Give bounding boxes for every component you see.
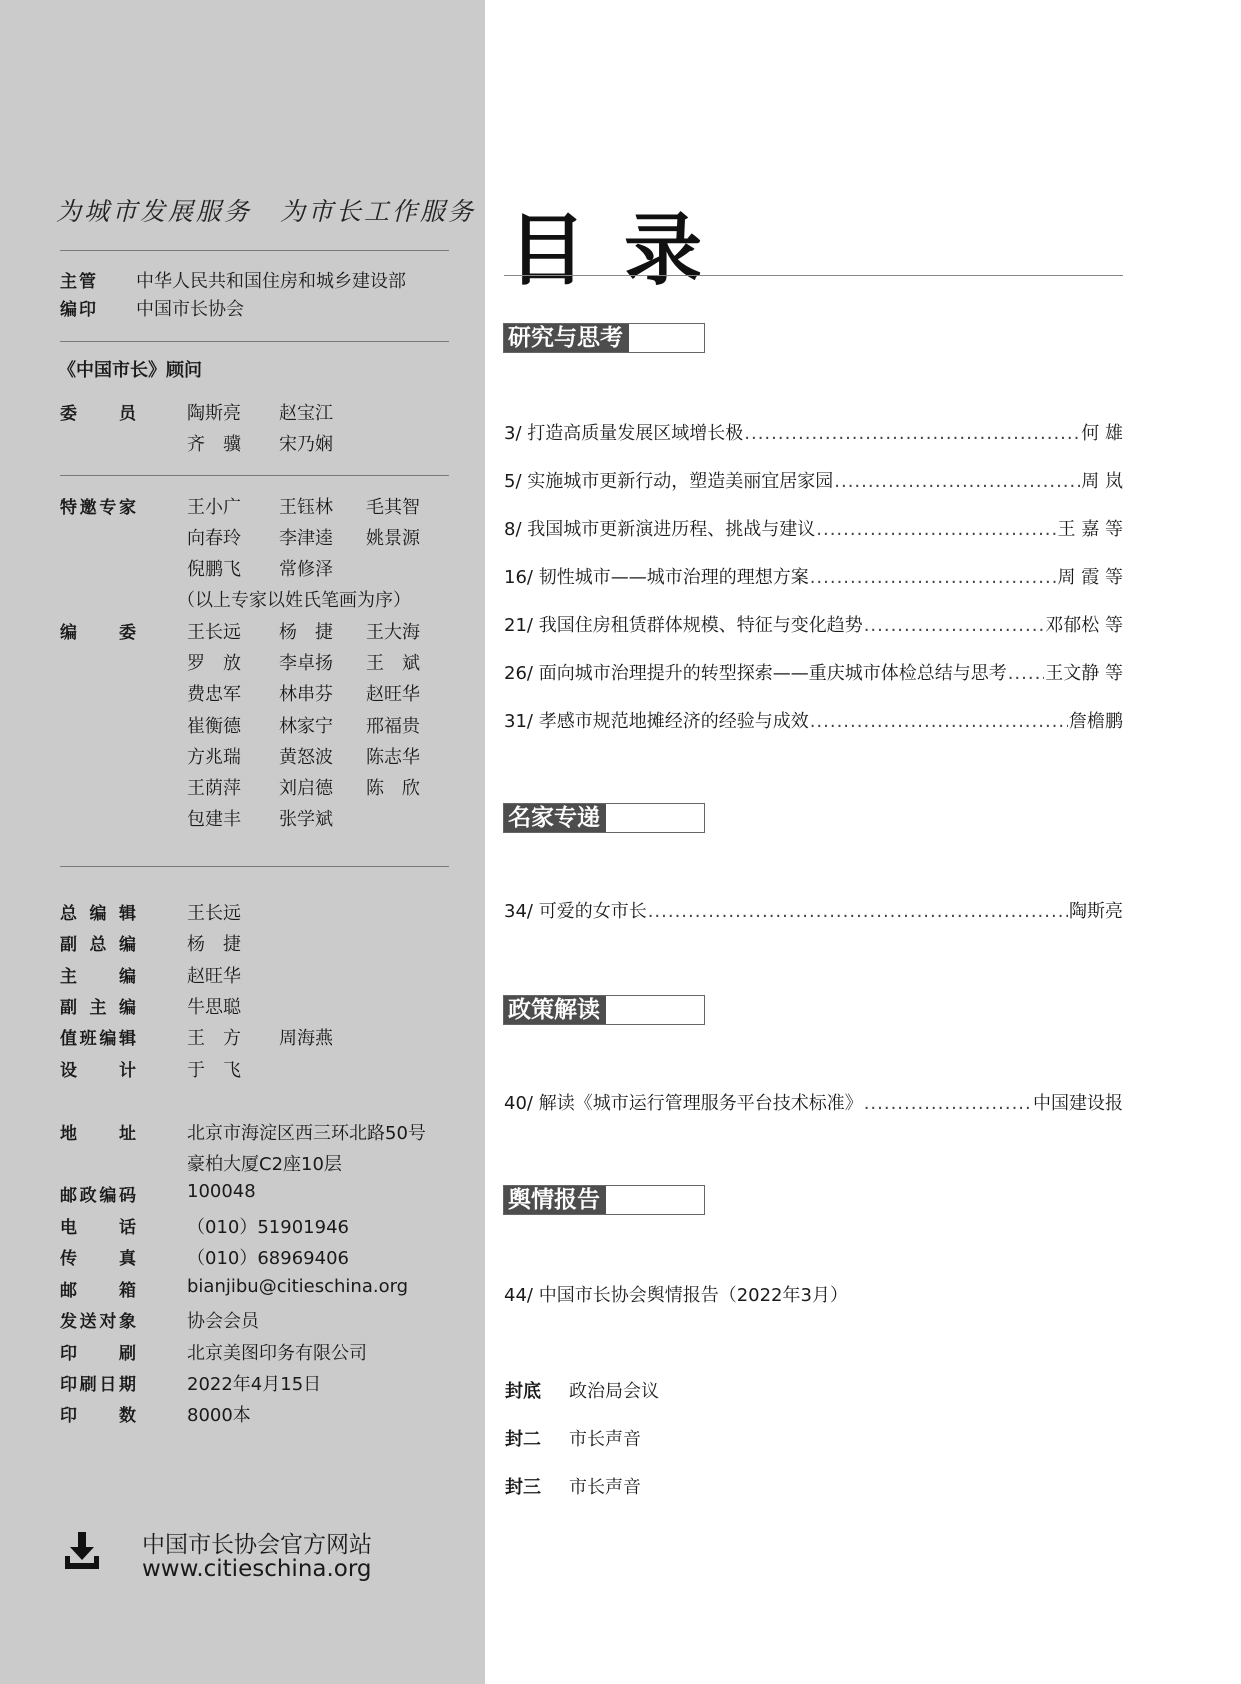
dot-leader (744, 423, 1080, 444)
advisors-title: 《中国市长》顾问 (58, 360, 202, 381)
dot-leader (1008, 663, 1045, 684)
toc-entry[interactable] (504, 707, 1123, 733)
address-line: 豪柏大厦C2座10层 (187, 1154, 342, 1175)
toc-entry-author: 王 嘉 等 (1057, 519, 1123, 540)
section-header (503, 995, 705, 1025)
person-name: 刘启德 (279, 778, 333, 799)
person-name: 毛其智 (366, 497, 420, 518)
contact-value: 2022年4月15日 (187, 1374, 322, 1395)
admin-value: 中华人民共和国住房和城乡建设部 (136, 271, 406, 292)
section-header (503, 803, 705, 833)
contact-value: 北京美图印务有限公司 (187, 1343, 367, 1364)
website-name: 中国市长协会官方网站 (142, 1532, 372, 1558)
toc-entry-title: 3/ 打造高质量发展区域增长极 (504, 423, 744, 444)
experts-label: 特邀专家 (60, 498, 136, 518)
staff-label: 值班编辑 (60, 1029, 136, 1049)
section-header-label: 舆情报告 (504, 1186, 606, 1214)
admin-label: 主管 (60, 272, 96, 292)
contact-label: 印刷 (60, 1344, 136, 1364)
address-label: 地址 (60, 1124, 136, 1144)
cover-value: 市长声音 (569, 1477, 641, 1498)
section-header-label: 名家专递 (504, 804, 606, 832)
dot-leader (864, 615, 1045, 636)
toc-entry[interactable] (504, 1281, 1123, 1307)
email-link[interactable]: bianjibu@citieschina.org (187, 1276, 409, 1297)
contact-label: 传真 (60, 1249, 136, 1269)
person-name: 齐 骥 (187, 434, 241, 455)
slogan: 为城市发展服务 为市长工作服务 (56, 197, 477, 226)
dot-leader (810, 711, 1068, 732)
toc-entry-author: 何 雄 (1081, 423, 1123, 444)
contact-value: 100048 (187, 1181, 256, 1202)
admin-label: 编印 (60, 300, 96, 320)
person-name: 姚景源 (366, 528, 420, 549)
dot-leader (648, 901, 1068, 922)
person-name: 崔衡德 (187, 716, 241, 737)
person-name: 常修泽 (279, 559, 333, 580)
person-name: 陶斯亮 (187, 403, 241, 424)
toc-entry-title: 21/ 我国住房租赁群体规模、特征与变化趋势 (504, 615, 863, 636)
cover-label: 封底 (505, 1381, 541, 1402)
toc-entry-title: 34/ 可爱的女市长 (504, 901, 647, 922)
contact-label: 印数 (60, 1406, 136, 1426)
admin-value: 中国市长协会 (136, 299, 244, 320)
toc-entry[interactable] (504, 515, 1123, 541)
toc-entry-author: 邓郁松 等 (1045, 615, 1123, 636)
experts-note: （以上专家以姓氏笔画为序） (177, 590, 411, 611)
toc-entry[interactable] (504, 419, 1123, 445)
person-name: 罗 放 (187, 653, 241, 674)
section-header (503, 323, 705, 353)
staff-label: 总编辑 (60, 904, 136, 924)
download-icon (62, 1530, 102, 1570)
toc-entry-author: 周 霞 等 (1057, 567, 1123, 588)
contact-label: 邮箱 (60, 1281, 136, 1301)
contact-value: 协会会员 (187, 1311, 259, 1332)
person-name: 杨 捷 (279, 622, 333, 643)
person-name: 向春玲 (187, 528, 241, 549)
staff-value: 于 飞 (187, 1060, 241, 1081)
divider (60, 250, 449, 251)
cover-label: 封三 (505, 1477, 541, 1498)
person-name: 王长远 (187, 622, 241, 643)
divider (60, 866, 449, 867)
section-header (503, 1185, 705, 1215)
staff-label: 主编 (60, 967, 136, 987)
toc-entry[interactable] (504, 467, 1123, 493)
person-name: 宋乃娴 (279, 434, 333, 455)
committee-label: 编 委 (60, 623, 136, 643)
toc-entry-title: 8/ 我国城市更新演进历程、挑战与建议 (504, 519, 816, 540)
contact-label: 发送对象 (60, 1312, 136, 1332)
staff-value-2: 周海燕 (279, 1028, 333, 1049)
toc-entry[interactable] (504, 563, 1123, 589)
staff-value: 赵旺华 (187, 966, 241, 987)
dot-leader (816, 519, 1056, 540)
contact-label: 邮政编码 (60, 1186, 136, 1206)
toc-entry-title: 26/ 面向城市治理提升的转型探索——重庆城市体检总结与思考 (504, 663, 1007, 684)
person-name: 倪鹏飞 (187, 559, 241, 580)
contact-value: （010）51901946 (187, 1217, 349, 1238)
staff-label: 副主编 (60, 998, 136, 1018)
toc-entry-author: 周 岚 (1081, 471, 1123, 492)
toc-entry-author: 中国建设报 (1033, 1093, 1123, 1114)
person-name: 王大海 (366, 622, 420, 643)
staff-value: 王 方 (187, 1028, 241, 1049)
person-name: 包建丰 (187, 809, 241, 830)
staff-value: 牛思聪 (187, 997, 241, 1018)
person-name: 李津逵 (279, 528, 333, 549)
cover-value: 市长声音 (569, 1429, 641, 1450)
contact-label: 印刷日期 (60, 1375, 136, 1395)
advisors-label: 委 员 (60, 404, 136, 424)
divider (60, 475, 449, 476)
toc-entry[interactable] (504, 611, 1123, 637)
website-url[interactable]: www.citieschina.org (142, 1556, 372, 1582)
person-name: 赵宝江 (279, 403, 333, 424)
person-name: 邢福贵 (366, 716, 420, 737)
person-name: 王钰林 (279, 497, 333, 518)
person-name: 王小广 (187, 497, 241, 518)
person-name: 黄怒波 (279, 747, 333, 768)
person-name: 费忠军 (187, 684, 241, 705)
person-name: 张学斌 (279, 809, 333, 830)
person-name: 赵旺华 (366, 684, 420, 705)
section-header-label: 研究与思考 (504, 324, 629, 352)
person-name: 林串芬 (279, 684, 333, 705)
toc-entry-author: 王文静 等 (1045, 663, 1123, 684)
toc-title-rule (504, 275, 1123, 276)
dot-leader (864, 1093, 1032, 1114)
toc-entry[interactable] (504, 659, 1123, 685)
contact-value: （010）68969406 (187, 1248, 349, 1269)
person-name: 陈 欣 (366, 778, 420, 799)
toc-entry-title: 5/ 实施城市更新行动，塑造美丽宜居家园 (504, 471, 834, 492)
cover-label: 封二 (505, 1429, 541, 1450)
contact-label: 电话 (60, 1218, 136, 1238)
person-name: 王荫萍 (187, 778, 241, 799)
toc-entry-title: 40/ 解读《城市运行管理服务平台技术标准》 (504, 1093, 863, 1114)
divider (60, 341, 449, 342)
person-name: 林家宁 (279, 716, 333, 737)
dot-leader (810, 567, 1057, 588)
toc-entry-title: 31/ 孝感市规范地摊经济的经验与成效 (504, 711, 809, 732)
person-name: 王 斌 (366, 653, 420, 674)
toc-entry-author: 陶斯亮 (1069, 901, 1123, 922)
person-name: 方兆瑞 (187, 747, 241, 768)
address-line: 北京市海淀区西三环北路50号 (187, 1123, 426, 1144)
staff-value: 杨 捷 (187, 934, 241, 955)
person-name: 陈志华 (366, 747, 420, 768)
staff-label: 设计 (60, 1061, 136, 1081)
contact-value: 8000本 (187, 1405, 251, 1426)
cover-value: 政治局会议 (569, 1381, 659, 1402)
toc-entry-title: 44/ 中国市长协会舆情报告（2022年3月） (504, 1285, 848, 1306)
dot-leader (834, 471, 1080, 492)
staff-label: 副总编 (60, 935, 136, 955)
staff-value: 王长远 (187, 903, 241, 924)
person-name: 李卓扬 (279, 653, 333, 674)
toc-entry-title: 16/ 韧性城市——城市治理的理想方案 (504, 567, 809, 588)
toc-entry-author: 詹檐鹏 (1069, 711, 1123, 732)
toc-entry[interactable] (504, 1089, 1123, 1115)
toc-entry[interactable] (504, 897, 1123, 923)
section-header-label: 政策解读 (504, 996, 606, 1024)
masthead-panel (0, 0, 485, 1684)
toc-title: 目录 (508, 206, 741, 296)
